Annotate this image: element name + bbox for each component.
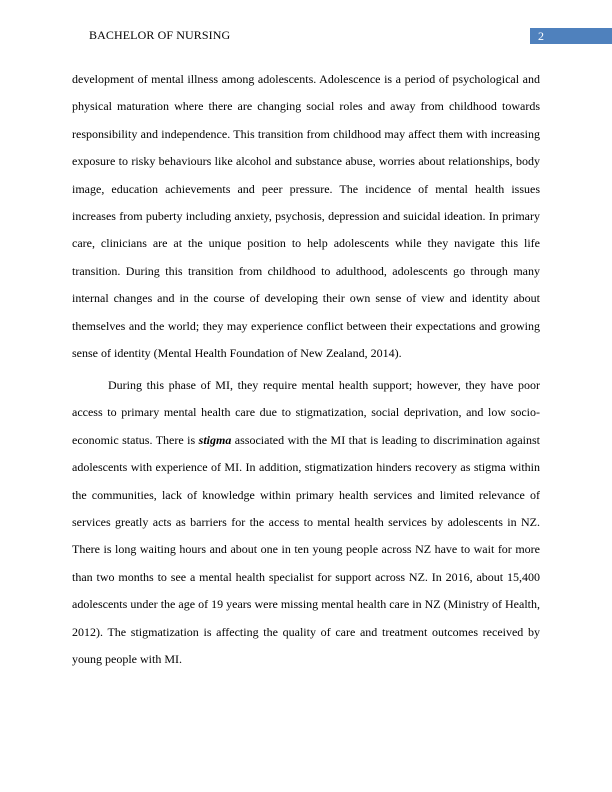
running-header-title: BACHELOR OF NURSING — [89, 28, 231, 42]
document-body — [72, 66, 540, 673]
page-number: 2 — [530, 28, 612, 44]
paragraph-stigma-part2: associated with the MI that is leading to discrimination against adolescents with experience of MI. In addition, stigmatization hinders recovery as stigma within the communities, lack of knowledge within primary health services and limited relevance of services greatly acts as barriers for the access to mental health services by adolescents in NZ. There is long waiting hours and about one in ten young people across NZ have to wait for more than two months to see a mental health specialist for support across NZ. In 2016, about 15,400 adolescents under the age of 19 years were missing mental health care in NZ (Ministry of Health, 2012). The stigmatization is affecting the quality of care and treatment outcomes received by young people with MI. — [72, 432, 541, 667]
emphasized-term: stigma — [198, 432, 232, 447]
paragraph-continued: development of mental illness among adolescents. Adolescence is a period of psychological and physical maturation where there are changing social roles and away from childhood towards responsibility and independence. This transition from childhood may affect them with increasing exposure to risky behaviours like alcohol and substance abuse, worries about relationships, body image, education achievements and peer pressure. The incidence of mental health issues increases from puberty including anxiety, psychosis, depression and suicidal ideation. In primary care, clinicians are at the unique position to help adolescents while they navigate this life transition. During this transition from childhood to adulthood, adolescents go through many internal changes and in the course of developing their own sense of view and identity about themselves and the world; they may experience conflict between their expectations and growing sense of identity (Mental Health Foundation of New Zealand, 2014). — [72, 72, 540, 361]
paragraph-stigma — [72, 372, 540, 673]
paragraph-stigma-part1: During this phase of MI, they require mental health support; however, they have poor access to primary mental health care due to stigmatization, social deprivation, and low socio-economic status. There is — [72, 377, 540, 447]
